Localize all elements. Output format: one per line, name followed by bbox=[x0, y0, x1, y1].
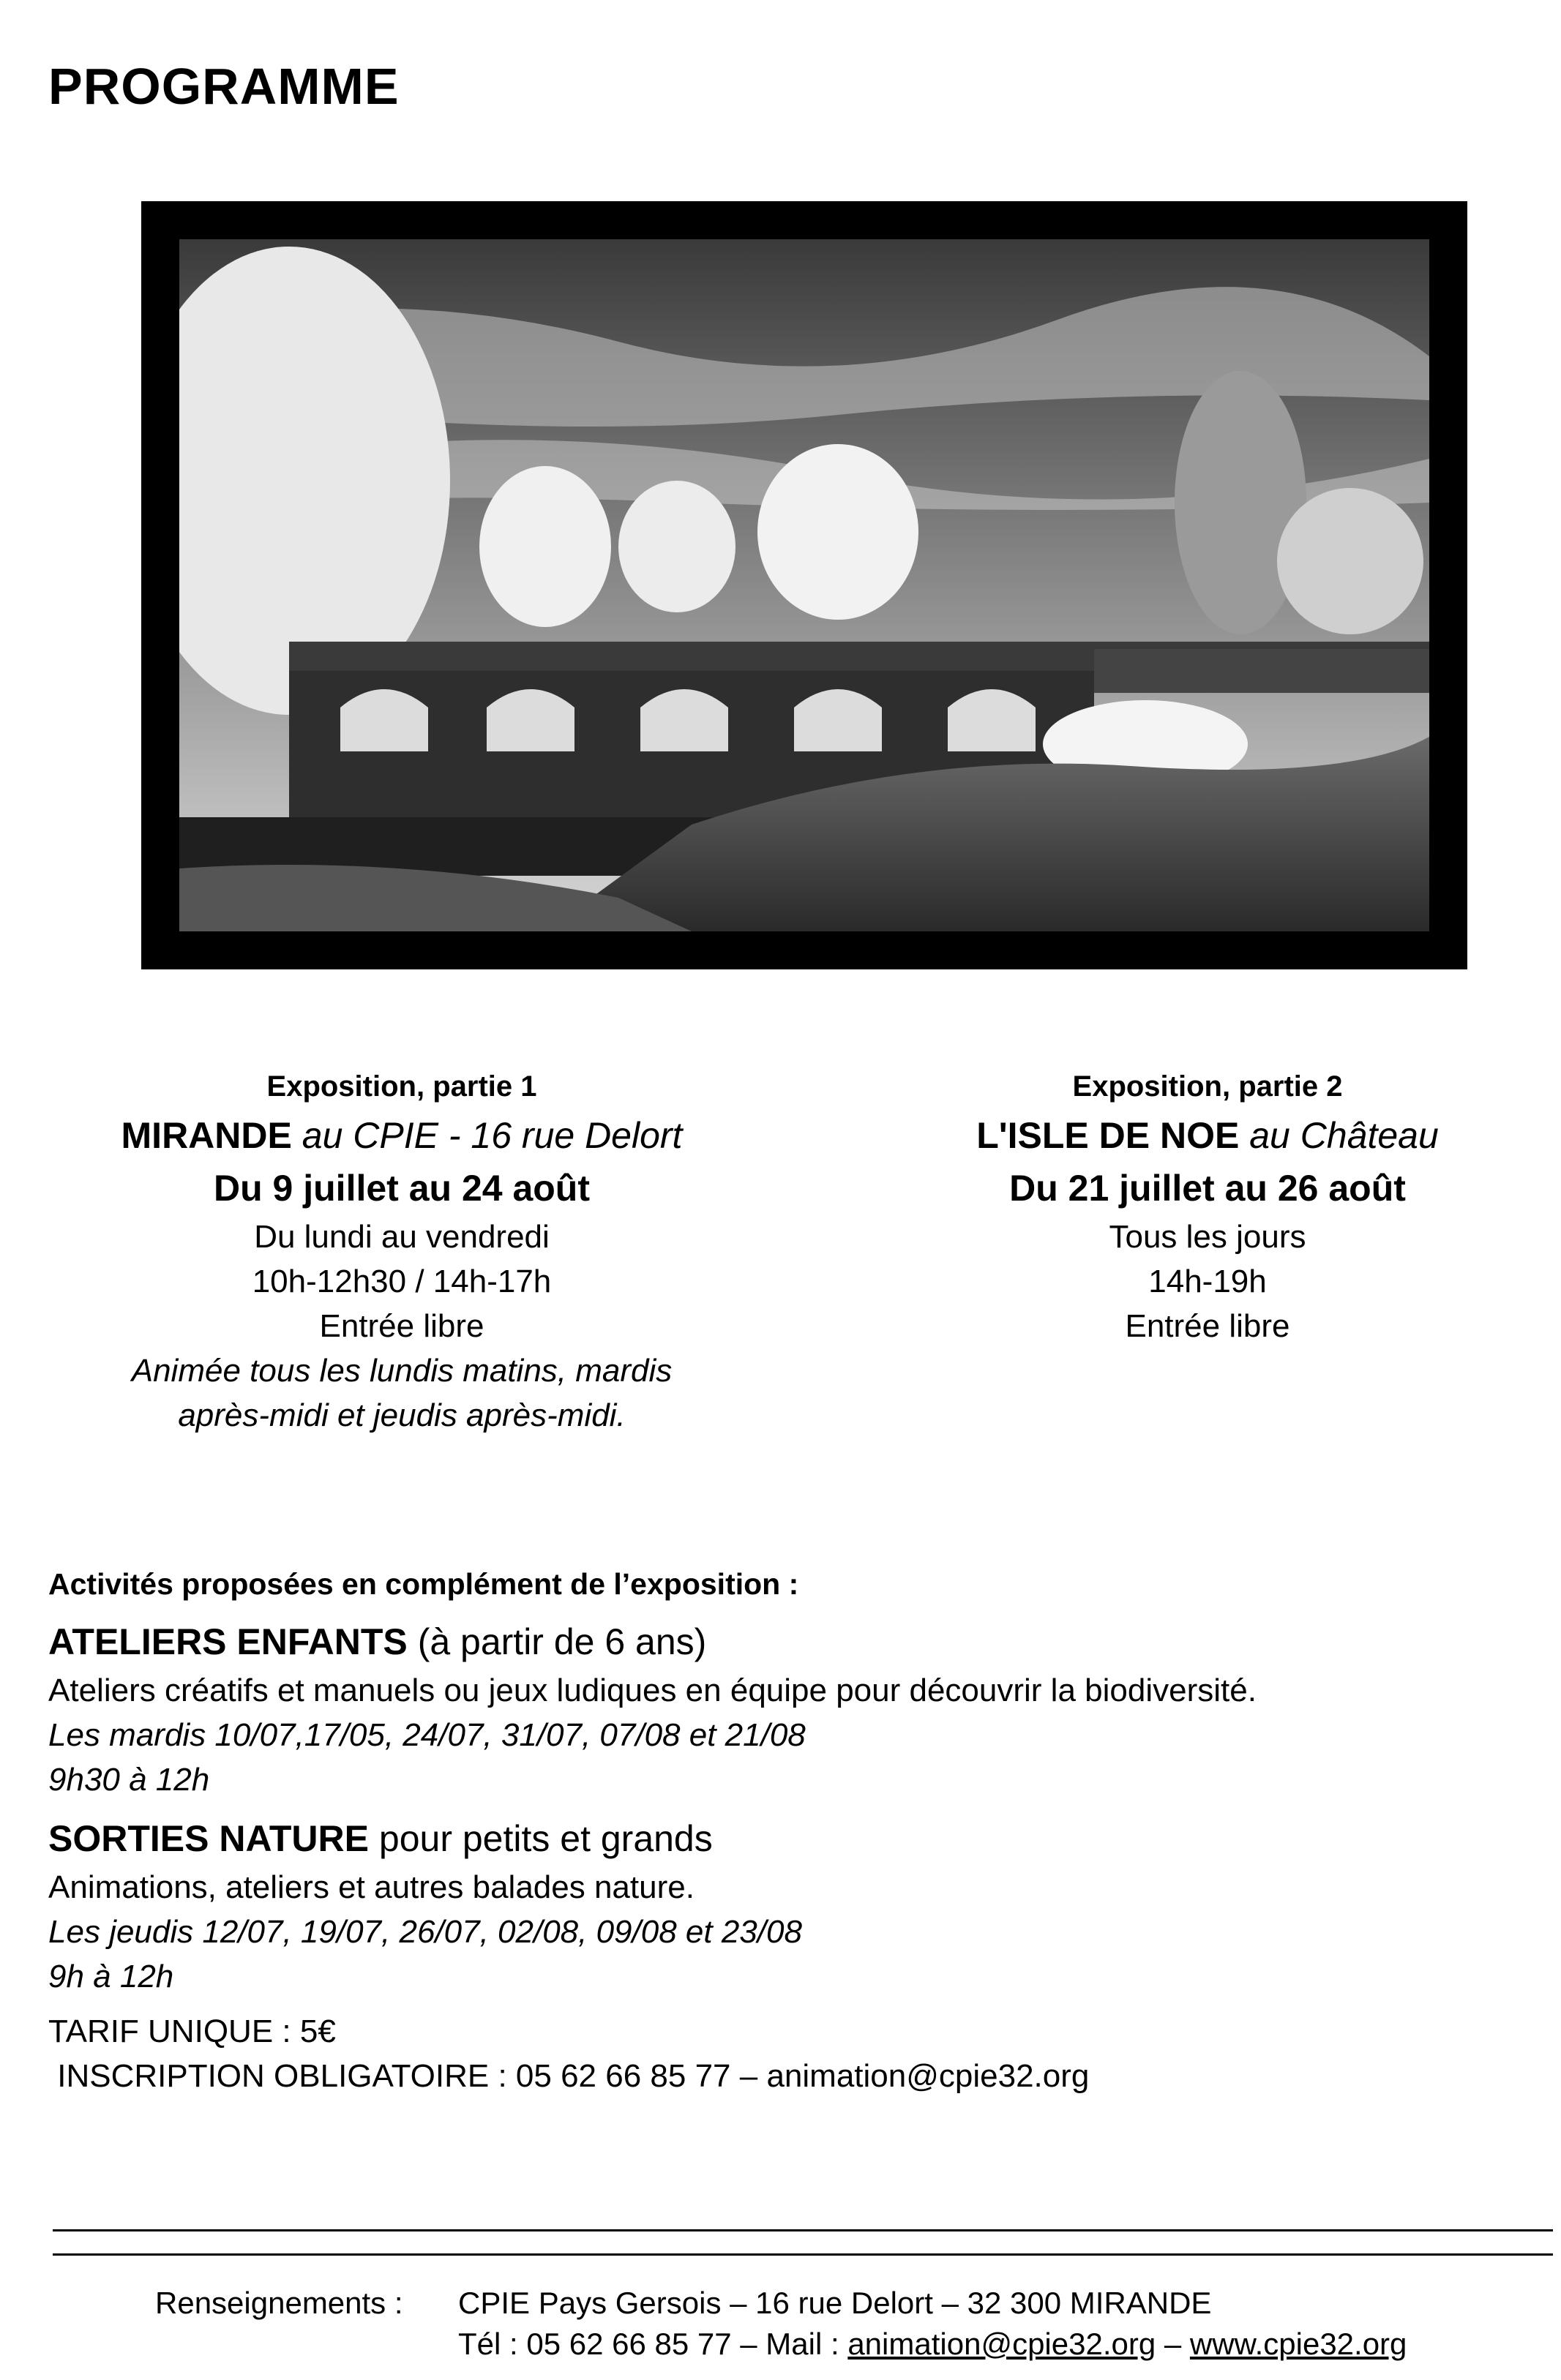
exposition1-entry: Entrée libre bbox=[319, 1308, 484, 1344]
ateliers-hours: 9h30 à 12h bbox=[48, 1762, 210, 1798]
inscription: INSCRIPTION OBLIGATOIRE : 05 62 66 85 77 – animation@cpie32.org bbox=[48, 2058, 1090, 2094]
sorties-block bbox=[48, 1812, 1512, 1999]
footer-address: CPIE Pays Gersois – 16 rue Delort – 32 300 MIRANDE bbox=[458, 2286, 1212, 2320]
activities-intro: Activités proposées en complément de l’exposition : bbox=[48, 1567, 799, 1601]
sorties-heading bbox=[48, 1812, 1512, 1865]
exposition1-note-line2: après-midi et jeudis après-midi. bbox=[178, 1397, 626, 1433]
ateliers-dates: Les mardis 10/07,17/05, 24/07, 31/07, 07/08 et 21/08 bbox=[48, 1717, 806, 1753]
page-title: PROGRAMME bbox=[48, 58, 400, 115]
ateliers-title: ATELIERS ENFANTS bbox=[48, 1621, 408, 1662]
exposition1-place: MIRANDE bbox=[121, 1115, 292, 1156]
sorties-hours: 9h à 12h bbox=[48, 1959, 174, 1994]
sorties-title: SORTIES NATURE bbox=[48, 1818, 369, 1859]
footer-contact-line bbox=[458, 2324, 1407, 2365]
activities-section bbox=[48, 1562, 1512, 2098]
exposition2-hours: 14h-19h bbox=[1148, 1264, 1267, 1299]
photo-illustration bbox=[179, 239, 1429, 931]
exposition2-place-detail: au Château bbox=[1249, 1115, 1439, 1156]
footer-tel: Tél : 05 62 66 85 77 – Mail : bbox=[458, 2327, 848, 2361]
exposition2-heading: Exposition, partie 2 bbox=[1072, 1070, 1343, 1103]
sorties-subtitle: pour petits et grands bbox=[378, 1818, 713, 1859]
footer-contact bbox=[458, 2283, 1407, 2365]
exposition1-heading: Exposition, partie 1 bbox=[266, 1070, 537, 1103]
footer-mail-link[interactable]: animation@cpie32.org bbox=[847, 2327, 1156, 2361]
exposition-part2 bbox=[878, 1065, 1537, 1348]
exposition1-days: Du lundi au vendredi bbox=[254, 1219, 550, 1255]
sorties-description: Animations, ateliers et autres balades nature. bbox=[48, 1869, 695, 1905]
exposition1-note-line1: Animée tous les lundis matins, mardis bbox=[131, 1353, 673, 1389]
photo-frame bbox=[141, 201, 1467, 969]
sorties-dates: Les jeudis 12/07, 19/07, 26/07, 02/08, 09/08 et 23/08 bbox=[48, 1914, 802, 1950]
exposition2-dates: Du 21 juillet au 26 août bbox=[1009, 1168, 1406, 1209]
footer-website-link[interactable]: www.cpie32.org bbox=[1189, 2327, 1407, 2361]
divider-bottom bbox=[53, 2253, 1553, 2256]
exposition-part1 bbox=[72, 1065, 731, 1438]
exposition2-days: Tous les jours bbox=[1109, 1219, 1306, 1255]
exposition2-place: L'ISLE DE NOE bbox=[976, 1115, 1240, 1156]
ateliers-description: Ateliers créatifs et manuels ou jeux ludiques en équipe pour découvrir la biodiversité. bbox=[48, 1673, 1257, 1708]
exposition1-place-detail: au CPIE - 16 rue Delort bbox=[302, 1115, 683, 1156]
tarif: TARIF UNIQUE : 5€ bbox=[48, 2013, 336, 2049]
ateliers-block bbox=[48, 1615, 1512, 1802]
footer-separator: – bbox=[1156, 2327, 1190, 2361]
exposition2-entry: Entrée libre bbox=[1125, 1308, 1290, 1344]
exposition2-place-line bbox=[878, 1109, 1537, 1162]
ateliers-heading bbox=[48, 1615, 1512, 1668]
ateliers-subtitle: (à partir de 6 ans) bbox=[417, 1621, 707, 1662]
exposition1-hours: 10h-12h30 / 14h-17h bbox=[252, 1264, 552, 1299]
exposition1-dates: Du 9 juillet au 24 août bbox=[214, 1168, 590, 1209]
bridge-landscape-photo bbox=[179, 239, 1429, 931]
divider-top bbox=[53, 2229, 1553, 2231]
exposition1-place-line bbox=[72, 1109, 731, 1162]
footer-label: Renseignements : bbox=[155, 2286, 403, 2320]
